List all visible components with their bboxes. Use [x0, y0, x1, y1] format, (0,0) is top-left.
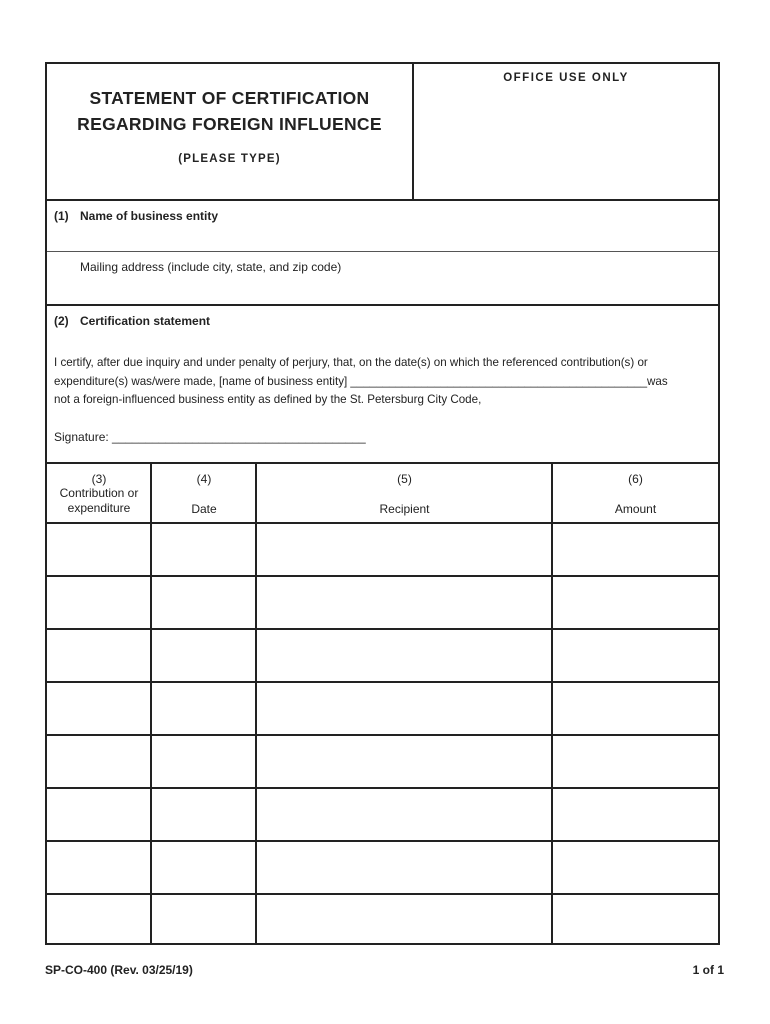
column3-number: (3): [91, 472, 107, 486]
title-box: [47, 64, 414, 199]
office-use-box: [414, 64, 718, 199]
table-row: [47, 787, 718, 789]
contribution-table: [47, 462, 718, 945]
column-date: [152, 464, 256, 522]
section-business-entity: [47, 201, 718, 304]
form-title-line2: REGARDING FOREIGN INFLUENCE: [77, 114, 382, 134]
column-divider: [551, 464, 553, 945]
please-type-note: (PLEASE TYPE): [178, 153, 281, 165]
table-row: [47, 840, 718, 842]
table-row: [47, 628, 718, 630]
certification-statement-label: Certification statement: [80, 314, 211, 328]
column-recipient: [257, 464, 552, 522]
certification-text: [54, 354, 714, 410]
section-certification: [47, 304, 718, 464]
column-amount: [553, 464, 718, 522]
section1-number: (1): [54, 209, 69, 223]
column3-label: [47, 486, 151, 516]
column-divider: [150, 464, 152, 945]
column4-number: (4): [196, 472, 212, 486]
column-divider: [255, 464, 257, 945]
column3-label-line1: Contribution or: [59, 486, 139, 500]
form-title-line1: STATEMENT OF CERTIFICATION: [89, 88, 370, 108]
form-id: SP-CO-400 (Rev. 03/25/19): [45, 963, 193, 977]
table-row: [47, 575, 718, 577]
section2-number: (2): [54, 314, 69, 328]
column3-label-line2: expenditure: [67, 501, 131, 515]
mailing-address-label: Mailing address (include city, state, and zip code): [80, 260, 342, 274]
table-header: [47, 464, 718, 524]
business-entity-name-label: Name of business entity: [80, 209, 219, 223]
certification-form: [45, 62, 720, 945]
certification-line3: not a foreign-influenced business entity as defined by the St. Petersburg City Code,: [54, 393, 482, 406]
certification-line1: I certify, after due inquiry and under penalty of perjury, that, on the date(s) on which the referenced contribution(s) or: [54, 356, 648, 369]
column4-label: Date: [191, 502, 217, 516]
page-number: 1 of 1: [692, 963, 724, 977]
table-row: [47, 681, 718, 683]
table-row: [47, 734, 718, 736]
signature-line: Signature: ______________________________________: [54, 430, 366, 444]
column6-number: (6): [628, 472, 643, 486]
office-use-label: OFFICE USE ONLY: [503, 72, 629, 84]
certification-line2: expenditure(s) was/were made, [name of business entity] ______________________________________________was: [54, 374, 668, 388]
table-row: [47, 893, 718, 895]
column5-number: (5): [397, 472, 412, 486]
column5-label: Recipient: [379, 502, 430, 516]
column-contribution-or-expenditure: [47, 464, 151, 522]
column6-label: Amount: [614, 502, 657, 516]
divider: [47, 251, 718, 252]
form-header: [47, 64, 718, 201]
